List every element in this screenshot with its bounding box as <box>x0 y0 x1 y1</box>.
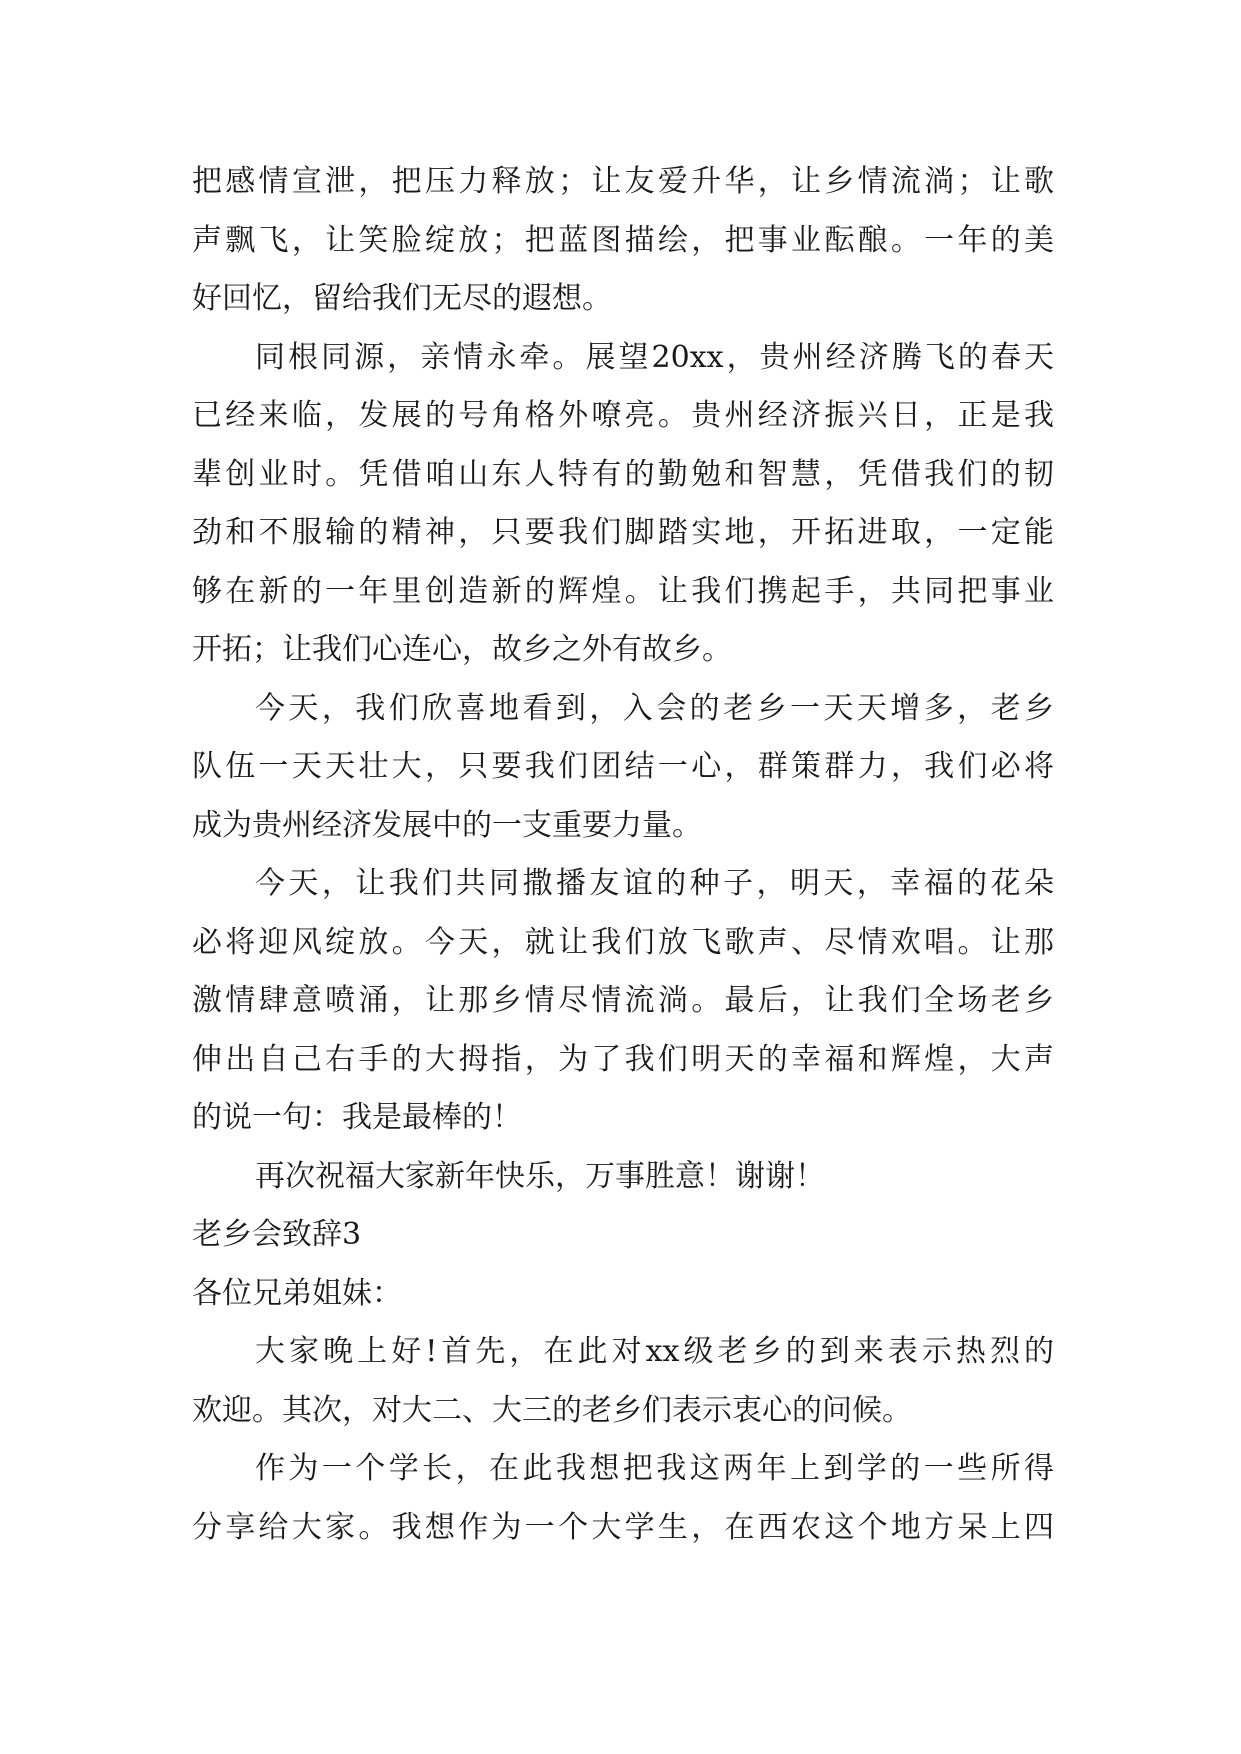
text-line: 已经来临，发展的号角格外嘹亮。贵州经济振兴日，正是我 <box>192 398 1054 433</box>
text-line: 成为贵州经济发展中的一支重要力量。 <box>192 807 702 843</box>
text-line: 欢迎。其次，对大二、大三的老乡们表示衷心的问候。 <box>192 1392 912 1428</box>
document-body <box>192 153 1054 1557</box>
text-line: 好回忆，留给我们无尽的遐想。 <box>192 281 612 316</box>
text-line: 作为一个学长，在此我想把我这两年上到学的一些所得 <box>255 1451 1054 1486</box>
text-line: 再次祝福大家新年快乐，万事胜意！谢谢！ <box>255 1158 825 1194</box>
text-line: 同根同源，亲情永牵。展望20xx，贵州经济腾飞的春天 <box>255 339 1054 375</box>
section-heading: 老乡会致辞3 <box>192 1217 362 1252</box>
text-line: 伸出自己右手的大拇指，为了我们明天的幸福和辉煌，大声 <box>192 1041 1054 1077</box>
text-line: 今天，我们欣喜地看到，入会的老乡一天天增多，老乡 <box>255 690 1054 726</box>
text-line: 队伍一天天壮大，只要我们团结一心，群策群力，我们必将 <box>192 749 1054 784</box>
salutation: 各位兄弟姐妹： <box>192 1275 402 1311</box>
text-line: 声飘飞，让笑脸绽放；把蓝图描绘，把事业酝酿。一年的美 <box>192 222 1054 258</box>
text-line: 激情肆意喷涌，让那乡情尽情流淌。最后，让我们全场老乡 <box>192 983 1054 1018</box>
text-line: 开拓；让我们心连心，故乡之外有故乡。 <box>192 632 732 667</box>
text-line: 辈创业时。凭借咱山东人特有的勤勉和智慧，凭借我们的韧 <box>192 456 1054 492</box>
text-line: 够在新的一年里创造新的辉煌。让我们携起手，共同把事业 <box>192 573 1054 609</box>
text-line: 的说一句：我是最棒的！ <box>192 1100 522 1135</box>
text-line: 大家晚上好!首先，在此对xx级老乡的到来表示热烈的 <box>255 1334 1054 1369</box>
text-line: 把感情宣泄，把压力释放；让友爱升华，让乡情流淌；让歌 <box>192 164 1054 199</box>
text-line: 分享给大家。我想作为一个大学生，在西农这个地方呆上四 <box>192 1509 1054 1545</box>
text-line: 必将迎风绽放。今天，就让我们放飞歌声、尽情欢唱。让那 <box>192 924 1054 960</box>
text-line: 今天，让我们共同撒播友谊的种子，明天，幸福的花朵 <box>255 866 1054 901</box>
text-line: 劲和不服输的精神，只要我们脚踏实地，开拓进取，一定能 <box>192 515 1054 550</box>
